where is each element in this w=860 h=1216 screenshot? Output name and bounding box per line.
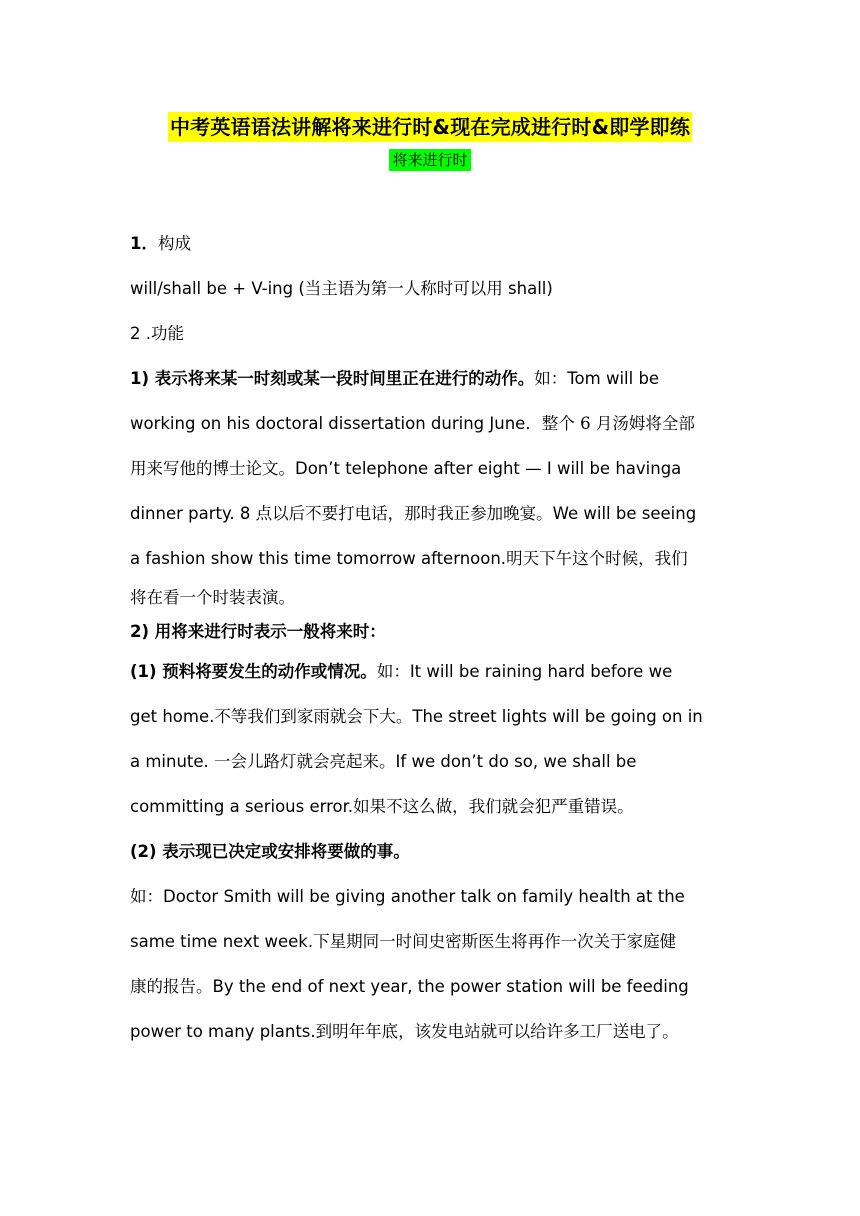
usage-1-line-4-en2: We will be seeing: [552, 504, 697, 523]
usage-1-line-2-zh: 整个 6 月汤姆将全部: [541, 414, 695, 433]
sub-2-heading: (2) 表示现已决定或安排将要做的事。: [130, 842, 410, 861]
sub-2-line-3-en: By the end of next year, the power station will be feeding: [212, 977, 689, 996]
sub-2-line-1-en: Doctor Smith will be giving another talk on family health at the: [163, 887, 685, 906]
formula-end: shall): [502, 279, 553, 298]
section-1-heading: [130, 221, 740, 266]
sub-2-ru: 如：: [130, 887, 163, 906]
sub-1-line-3: [130, 739, 740, 784]
usage-1-line-4: [130, 491, 740, 536]
usage-1-line-3-zh: 用来写他的博士论文。: [130, 459, 295, 478]
sub-1-line-3-en: a minute.: [130, 752, 209, 771]
sub-1-heading: (1) 预料将要发生的动作或情况。: [130, 662, 377, 681]
document-title: 中考英语语法讲解将来进行时&现在完成进行时&即学即练: [168, 112, 692, 142]
formula: will/shall be + V-ing (: [130, 279, 305, 298]
usage-1-line-5: [130, 536, 740, 581]
usage-1-line-5-zh: 明天下午这个时候，我们: [506, 549, 688, 568]
title-row: [0, 112, 860, 142]
sub-1-line-1: [130, 649, 740, 694]
sub-2-line-2: [130, 919, 740, 964]
usage-1-heading: 1) 表示将来某一时刻或某一段时间里正在进行的动作。: [130, 369, 535, 388]
formula-line: [130, 266, 740, 311]
sub-1-line-2-en: get home.: [130, 707, 215, 726]
sub-2-line-4-zh: 到明年年底，该发电站就可以给许多工厂送电了。: [315, 1022, 679, 1041]
usage-1-ru: 如：: [534, 369, 568, 388]
usage-1-line-1-en: Tom will be: [567, 369, 660, 388]
sub-1-line-4: [130, 784, 740, 829]
sub-2-line-2-zh: 下星期同一时间史密斯医生将再作一次关于家庭健: [313, 932, 677, 951]
usage-1-line-2-en: working on his doctoral dissertation during June．: [130, 414, 542, 433]
sub-1-line-1-en: It will be raining hard before we: [409, 662, 673, 681]
sub-1-line-4-en: committing a serious error.: [130, 797, 354, 816]
usage-1-line-5-en: a fashion show this time tomorrow afternoon.: [130, 549, 507, 568]
document-body: [130, 221, 740, 1054]
usage-1-line-3: [130, 446, 740, 491]
section-2-heading: 2 .功能: [130, 324, 184, 343]
usage-1-line-4-en: dinner party. 8: [130, 504, 251, 523]
sub-1-ru: 如：: [376, 662, 410, 681]
usage-1-line-2: [130, 401, 740, 446]
sub-1-line-2-zh: 不等我们到家雨就会下大。: [214, 707, 413, 726]
usage-1-line-3-en: Don’t telephone after eight — I will be havinga: [295, 459, 682, 478]
section-1-heading-text: 构成: [157, 234, 191, 253]
sub-1-line-2: [130, 694, 740, 739]
sub-1-line-3-en2: If we don’t do so, we shall be: [395, 752, 637, 771]
usage-2-heading: 2) 用将来进行时表示一般将来时：: [130, 622, 386, 641]
sub-2-line-4: [130, 1009, 740, 1054]
section-1-number: 1．: [130, 234, 158, 253]
usage-1-line-6: 将在看一个时装表演。: [130, 588, 295, 607]
sub-2-line-1: [130, 874, 740, 919]
usage-1-line-4-zh: 点以后不要打电话，那时我正参加晚宴。: [250, 504, 553, 523]
sub-1-line-2-en2: The street lights will be going on in: [412, 707, 703, 726]
usage-1-line-1: [130, 356, 740, 401]
sub-1-line-3-zh: 一会儿路灯就会亮起来。: [208, 752, 396, 771]
formula-note: 当主语为第一人称时可以用: [304, 279, 503, 298]
sub-2-line-2-en: same time next week.: [130, 932, 314, 951]
sub-2-line-4-en: power to many plants.: [130, 1022, 316, 1041]
sub-2-line-3-zh: 康的报告。: [130, 977, 213, 996]
sub-1-line-4-zh: 如果不这么做，我们就会犯严重错误。: [353, 797, 634, 816]
sub-2-line-3: [130, 964, 740, 1009]
section-subtitle: 将来进行时: [389, 149, 470, 171]
subtitle-row: [0, 149, 860, 171]
